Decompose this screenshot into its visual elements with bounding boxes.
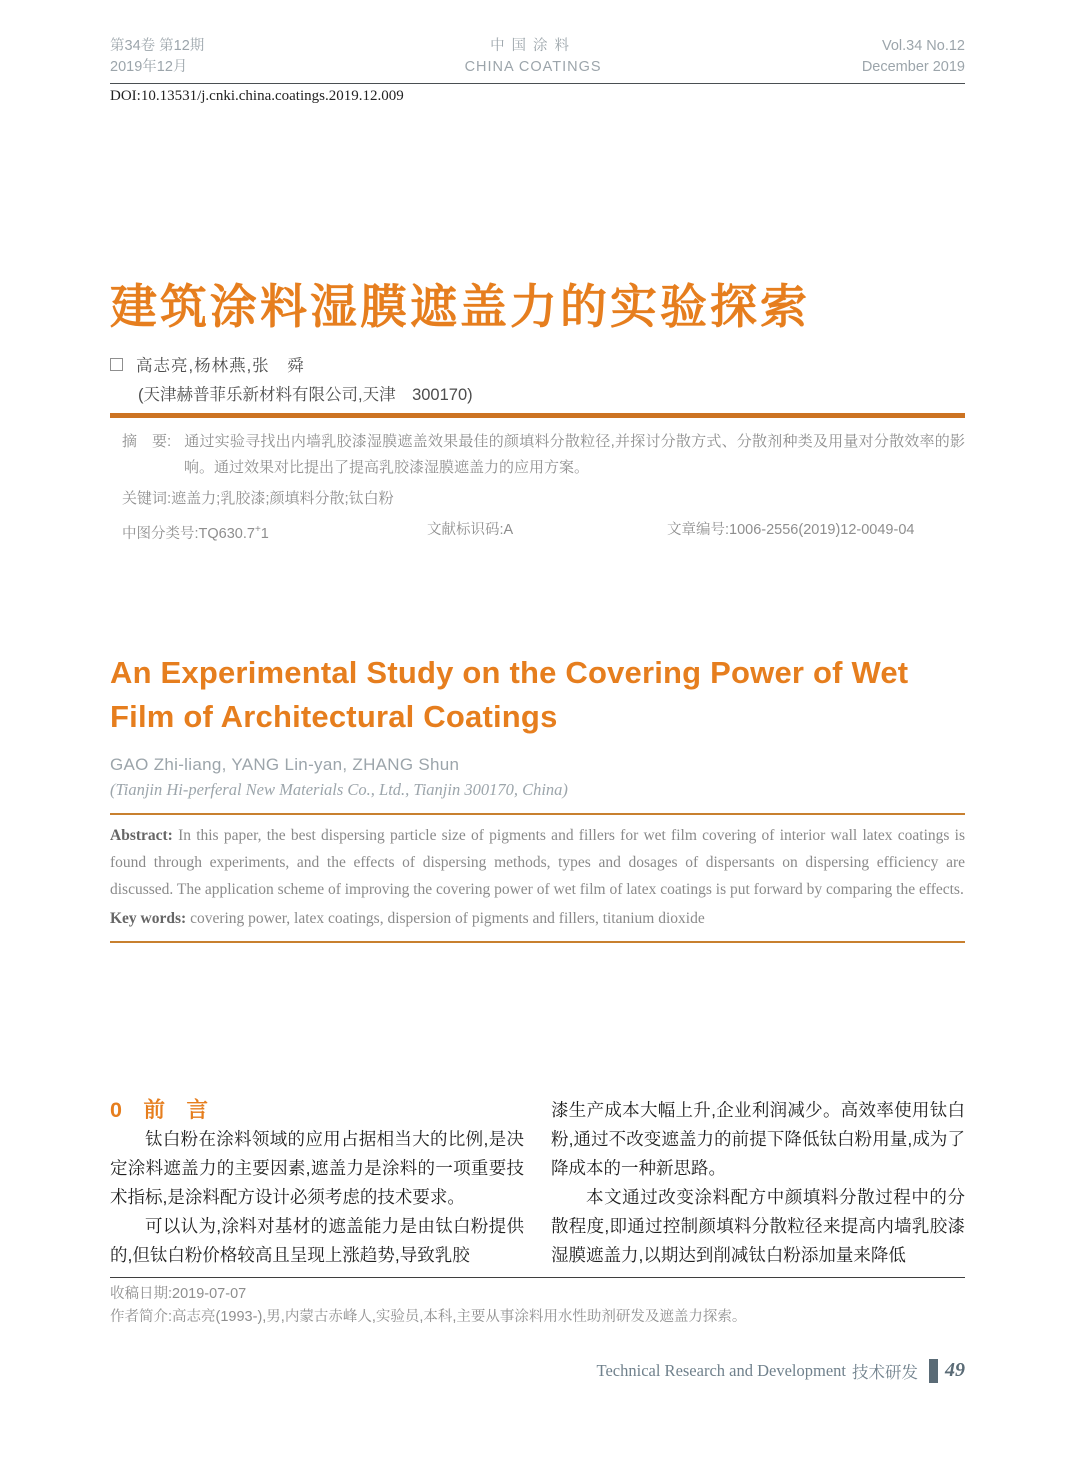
abstract-zh-text: 通过实验寻找出内墙乳胶漆湿膜遮盖效果最佳的颜填料分散粒径,并探讨分散方式、分散剂种类及用量对分散效率的影响。通过效果对比提出了提高乳胶漆湿膜遮盖力的应用方案。 <box>184 433 965 476</box>
clc-number <box>122 519 427 545</box>
body-columns <box>110 1096 965 1270</box>
page-number: 49 <box>945 1359 965 1382</box>
footnote <box>110 1283 965 1329</box>
authors-zh-row <box>110 352 965 376</box>
authors-zh: 高志亮,杨林燕,张 舜 <box>136 357 305 375</box>
journal-name-zh: 中国涂料 <box>490 38 577 54</box>
body-paragraph: 本文通过改变涂料配方中颜填料分散过程中的分散程度,即通过控制颜填料分散粒径来提高内墙乳胶漆湿膜遮盖力,以期达到削减钛白粉添加量来降低 <box>551 1186 965 1265</box>
date-en: December 2019 <box>861 59 965 75</box>
footnote-divider <box>110 1277 965 1278</box>
abstract-zh-label: 摘 要: <box>122 433 172 450</box>
volume-issue-en: Vol.34 No.12 <box>881 38 965 54</box>
doi: DOI:10.13531/j.cnki.china.coatings.2019.12.009 <box>110 88 404 104</box>
article-title-zh: 建筑涂料湿膜遮盖力的实验探索 <box>110 280 810 333</box>
abstract-zh <box>110 429 965 481</box>
abstract-en-label: Abstract: <box>110 826 173 844</box>
article-id-value: 1006-2556(2019)12-0049-04 <box>729 522 915 538</box>
article-id <box>667 519 914 545</box>
journal-header <box>110 36 965 78</box>
document-code-value: A <box>503 522 514 538</box>
body-paragraph: 漆生产成本大幅上升,企业利润减少。高效率使用钛白粉,通过不改变遮盖力的前提下降低钛白粉用量,成为了降成本的一种新思路。 <box>551 1099 965 1178</box>
article-title-en: An Experimental Study on the Covering Power of Wet Film of Architectural Coatings <box>110 654 909 734</box>
footer-section-en: Technical Research and Development <box>596 1360 846 1380</box>
right-column <box>551 1096 965 1270</box>
document-code <box>427 519 667 545</box>
title-separator-bar <box>110 413 965 418</box>
body-paragraph: 可以认为,涂料对基材的遮盖能力是由钛白粉提供的,但钛白粉价格较高且呈现上涨趋势,导致乳胶 <box>110 1215 524 1265</box>
clc-label: 中图分类号: <box>122 525 199 542</box>
affiliation-zh: (天津赫普菲乐新材料有限公司,天津 300170) <box>138 386 473 404</box>
author-marker-icon <box>110 358 123 371</box>
keywords-zh-label: 关键词: <box>122 490 172 507</box>
date-zh: 2019年12月 <box>110 59 188 75</box>
header-divider <box>110 83 965 84</box>
abstract-bottom-rule <box>110 941 965 943</box>
left-column <box>110 1096 524 1270</box>
clc-value: TQ630.7 <box>198 525 255 542</box>
page-number-bar <box>929 1359 938 1383</box>
clc-tail: 1 <box>260 525 269 542</box>
abstract-en-text: In this paper, the best dispersing particle size of pigments and fillers for wet film covering of interior wall latex coatings is found through experiments, and the effects of dispersing methods, types and dosages of dispersants on dispersing efficiency are discussed. The application scheme of improving the covering power of wet film of latex coatings is put forward by comparing the effects. <box>110 826 965 898</box>
abstract-top-rule <box>110 813 965 815</box>
keywords-en <box>110 905 965 932</box>
affiliation-en: (Tianjin Hi-perferal New Materials Co., Ltd., Tianjin 300170, China) <box>110 779 568 799</box>
journal-name-en: CHINA COATINGS <box>464 59 602 75</box>
keywords-zh <box>110 486 965 512</box>
received-date: 收稿日期:2019-07-07 <box>110 1285 247 1302</box>
clc-superscript: + <box>254 524 261 535</box>
page-footer <box>110 1359 965 1383</box>
volume-issue-zh: 第34卷 第12期 <box>110 38 205 54</box>
keywords-zh-text: 遮盖力;乳胶漆;颜填料分散;钛白粉 <box>171 490 394 507</box>
article-id-label: 文章编号: <box>667 522 730 538</box>
section-heading-preface: 0 前 言 <box>110 1097 208 1122</box>
journal-name <box>465 36 602 78</box>
footer-section-zh: 技术研发 <box>852 1362 918 1382</box>
classification-row <box>110 519 965 545</box>
authors-en: GAO Zhi-liang, YANG Lin-yan, ZHANG Shun <box>110 754 460 774</box>
keywords-en-text: covering power, latex coatings, dispersion of pigments and fillers, titanium dioxide <box>186 909 705 927</box>
abstract-en <box>110 822 965 903</box>
header-volume-issue-en <box>862 36 965 78</box>
document-code-label: 文献标识码: <box>427 522 504 538</box>
body-paragraph: 钛白粉在涂料领域的应用占据相当大的比例,是决定涂料遮盖力的主要因素,遮盖力是涂料的一项重要技术指标,是涂料配方设计必须考虑的技术要求。 <box>110 1128 524 1207</box>
author-bio: 作者简介:高志亮(1993-),男,内蒙古赤峰人,实验员,本科,主要从事涂料用水性助剂研发及遮盖力探索。 <box>110 1308 747 1325</box>
keywords-en-label: Key words: <box>110 909 187 927</box>
header-volume-issue-zh <box>110 36 204 78</box>
